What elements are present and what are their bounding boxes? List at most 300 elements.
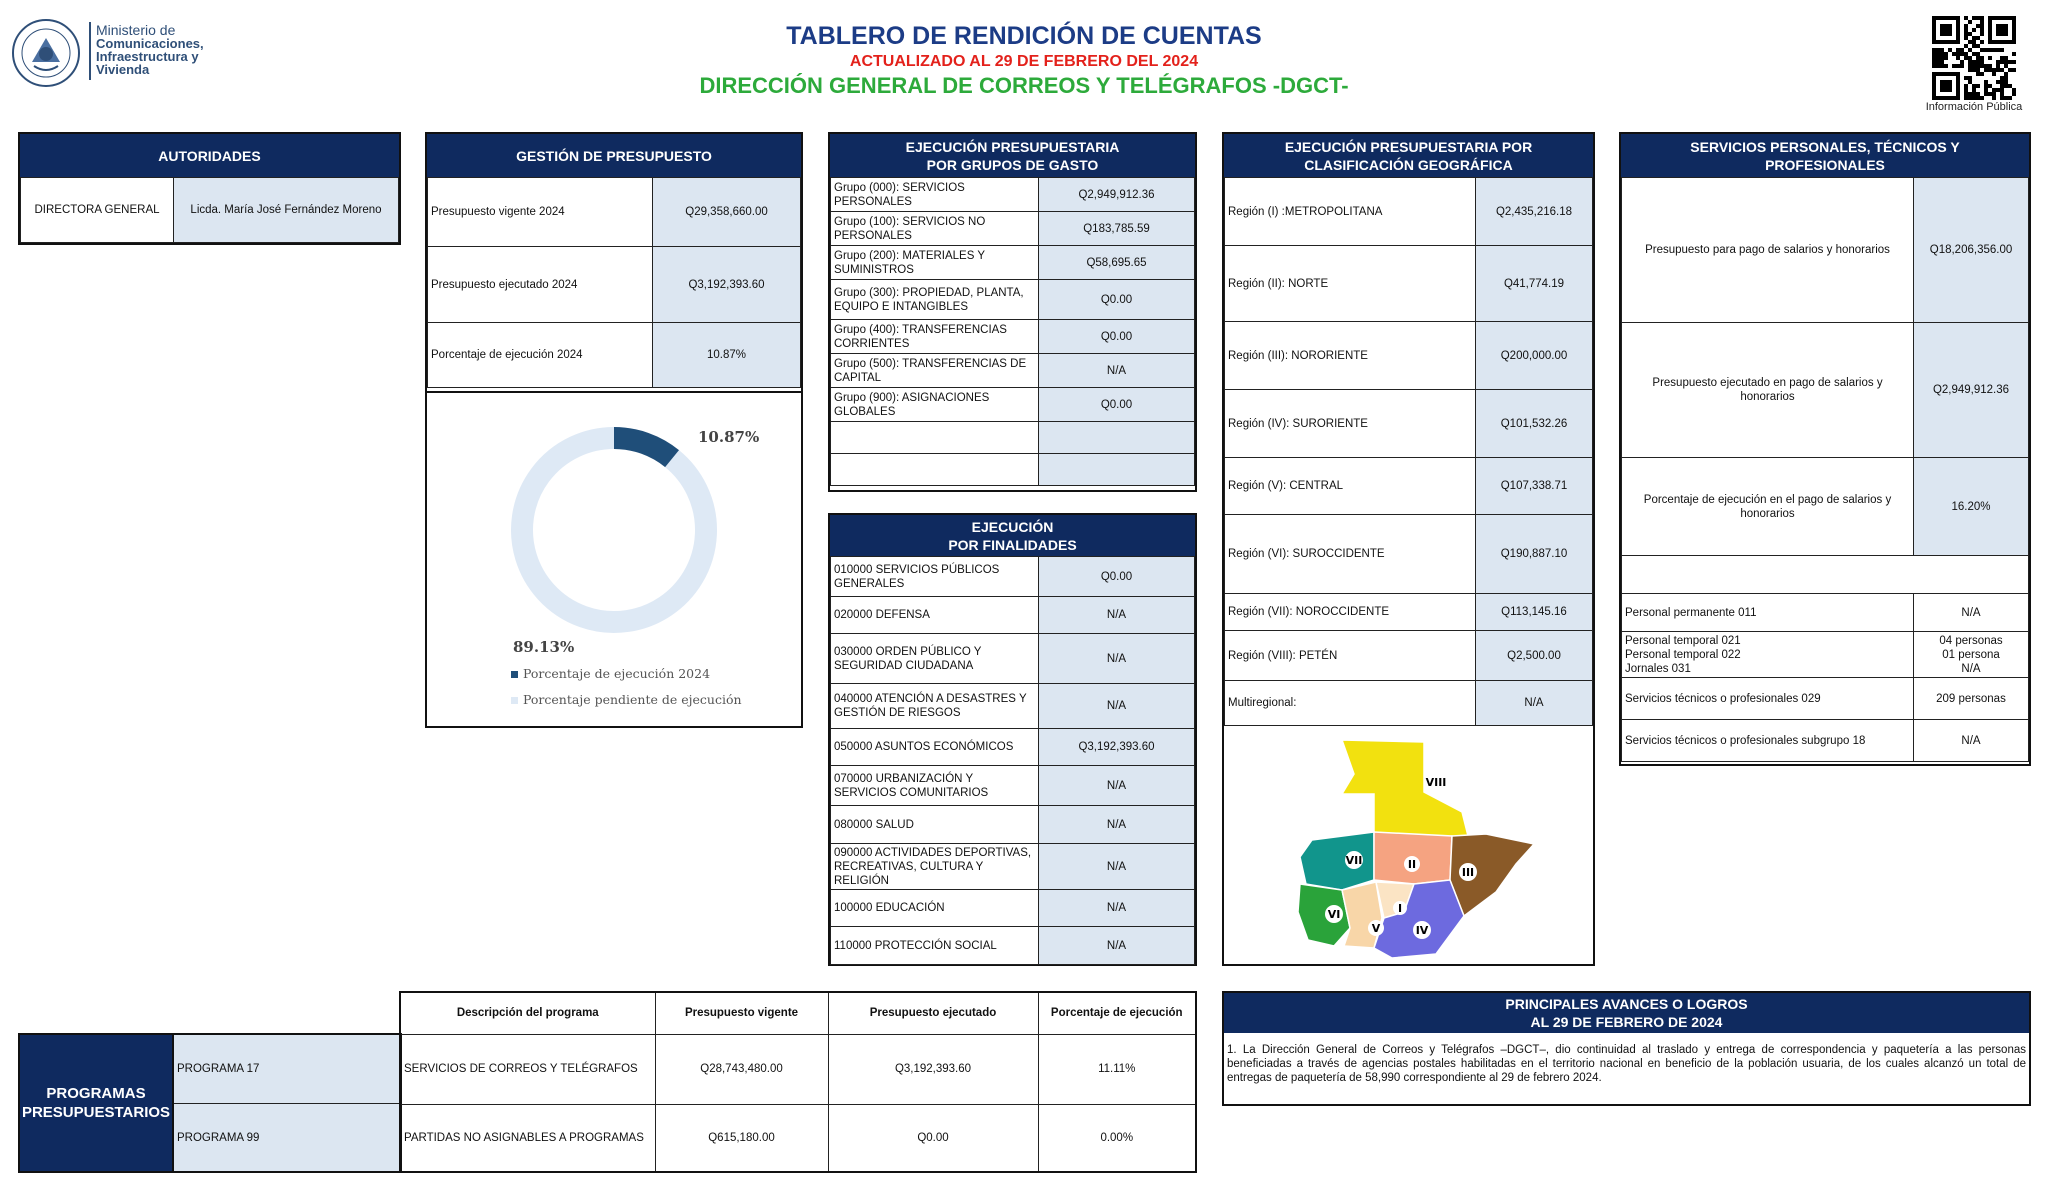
- qr-module: [2000, 96, 2004, 100]
- programas-panel: [18, 991, 1197, 1173]
- qr-module: [1976, 16, 1980, 20]
- qr-module: [1936, 64, 1940, 68]
- qr-module: [1976, 68, 1980, 72]
- qr-module: [1972, 36, 1976, 40]
- qr-finder: [1940, 80, 1952, 92]
- qr-module: [1940, 52, 1944, 56]
- qr-module: [1972, 88, 1976, 92]
- qr-module: [1992, 88, 1996, 92]
- ministry-line-4: Vivienda: [96, 62, 150, 77]
- program-description: PARTIDAS NO ASIGNABLES A PROGRAMAS: [400, 1104, 655, 1172]
- qr-module: [1976, 56, 1980, 60]
- qr-module: [1964, 88, 1968, 92]
- grupo-label: Grupo (000): SERVICIOS PERSONALES: [831, 178, 1039, 212]
- donut-chart-area: [427, 391, 801, 726]
- logros-title-1: PRINCIPALES AVANCES O LOGROS: [1505, 996, 1748, 1012]
- finalidad-value: N/A: [1039, 766, 1195, 806]
- ministry-line-3: Infraestructura y: [96, 49, 199, 64]
- program-ejecutado: Q3,192,393.60: [828, 1034, 1038, 1104]
- qr-module: [2012, 92, 2016, 96]
- qr-module: [2000, 48, 2004, 52]
- finalidad-value: Q3,192,393.60: [1039, 729, 1195, 766]
- qr-module: [2012, 60, 2016, 64]
- qr-module: [1980, 56, 1984, 60]
- qr-module: [1984, 68, 1988, 72]
- qr-module: [1936, 60, 1940, 64]
- grupos-header: [830, 134, 1195, 177]
- qr-module: [1976, 24, 1980, 28]
- qr-module: [1972, 28, 1976, 32]
- servicio-label: Presupuesto ejecutado en pago de salarios y honorarios: [1622, 323, 1914, 458]
- qr-module: [1968, 60, 1972, 64]
- legend-swatch: [511, 671, 518, 678]
- finalidad-label: 090000 ACTIVIDADES DEPORTIVAS, RECREATIVAS, CULTURA Y RELIGIÓN: [831, 844, 1039, 890]
- qr-module: [1952, 52, 1956, 56]
- qr-module: [1984, 48, 1988, 52]
- region-value: Q200,000.00: [1476, 322, 1593, 390]
- finalidad-value: N/A: [1039, 634, 1195, 684]
- qr-module: [1988, 64, 1992, 68]
- map-label: II: [1407, 858, 1417, 871]
- region-value: N/A: [1476, 681, 1593, 726]
- grupo-value: N/A: [1039, 354, 1195, 388]
- qr-module: [1932, 64, 1936, 68]
- region-label: Región (IV): SURORIENTE: [1225, 390, 1476, 458]
- finalidad-label: 070000 URBANIZACIÓN Y SERVICIOS COMUNITARIOS: [831, 766, 1039, 806]
- qr-module: [1932, 48, 1936, 52]
- qr-module: [1956, 64, 1960, 68]
- region-value: Q190,887.10: [1476, 515, 1593, 594]
- region-label: Región (VII): NOROCCIDENTE: [1225, 594, 1476, 631]
- donut-label-pending: 89.13%: [513, 638, 575, 656]
- logros-header: [1224, 993, 2029, 1033]
- finalidad-label: 080000 SALUD: [831, 806, 1039, 844]
- grupo-value: Q0.00: [1039, 388, 1195, 422]
- region-label: Región (VI): SUROCCIDENTE: [1225, 515, 1476, 594]
- logros-title-2: AL 29 DE FEBRERO DE 2024: [1530, 1014, 1723, 1030]
- qr-module: [2004, 84, 2008, 88]
- qr-module: [1936, 56, 1940, 60]
- servicio-value: Q2,949,912.36: [1914, 323, 2029, 458]
- qr-module: [1972, 68, 1976, 72]
- finalidades-panel: [828, 513, 1197, 966]
- qr-module: [1964, 56, 1968, 60]
- qr-module: [1980, 24, 1984, 28]
- region-value: Q2,500.00: [1476, 631, 1593, 681]
- finalidad-label: 020000 DEFENSA: [831, 597, 1039, 634]
- col-header: Descripción del programa: [400, 992, 655, 1034]
- qr-module: [1980, 72, 1984, 76]
- grupo-label: Grupo (500): TRANSFERENCIAS DE CAPITAL: [831, 354, 1039, 388]
- personal-value: 01 persona: [1942, 648, 2000, 661]
- col-header: Porcentaje de ejecución: [1038, 992, 1196, 1034]
- qr-module: [2008, 84, 2012, 88]
- finalidades-header: [830, 515, 1195, 556]
- qr-module: [2008, 60, 2012, 64]
- servicio-value: 16.20%: [1914, 458, 2029, 556]
- qr-module: [1976, 36, 1980, 40]
- programas-table: [399, 991, 1197, 1173]
- qr-module: [1972, 52, 1976, 56]
- qr-module: [1936, 52, 1940, 56]
- finalidad-label: 050000 ASUNTOS ECONÓMICOS: [831, 729, 1039, 766]
- qr-module: [2004, 80, 2008, 84]
- qr-module: [1980, 16, 1984, 20]
- region-value: Q41,774.19: [1476, 246, 1593, 322]
- finalidad-value: N/A: [1039, 927, 1195, 965]
- gestion-value: 10.87%: [653, 323, 801, 388]
- qr-module: [2008, 68, 2012, 72]
- gestion-label: Presupuesto vigente 2024: [428, 178, 653, 247]
- qr-module: [1980, 28, 1984, 32]
- qr-module: [1976, 64, 1980, 68]
- qr-module: [1984, 84, 1988, 88]
- geo-title-2: CLASIFICACIÓN GEOGRÁFICA: [1304, 156, 1513, 173]
- finalidad-value: Q0.00: [1039, 557, 1195, 597]
- gestion-value: Q29,358,660.00: [653, 178, 801, 247]
- qr-module: [1988, 48, 1992, 52]
- finalidad-value: N/A: [1039, 806, 1195, 844]
- personal-label: Personal temporal 021: [1625, 634, 1741, 647]
- qr-module: [1968, 56, 1972, 60]
- region-label: Región (V): CENTRAL: [1225, 458, 1476, 515]
- qr-module: [2012, 88, 2016, 92]
- finalidad-label: 030000 ORDEN PÚBLICO Y SEGURIDAD CIUDADANA: [831, 634, 1039, 684]
- personal-value-group: [1914, 632, 2029, 678]
- qr-module: [1972, 44, 1976, 48]
- map-label: VII: [1345, 854, 1363, 867]
- servicios-title-1: SERVICIOS PERSONALES, TÉCNICOS Y: [1690, 138, 1960, 155]
- region-label: Multiregional:: [1225, 681, 1476, 726]
- region-label: Región (VIII): PETÉN: [1225, 631, 1476, 681]
- qr-module: [1988, 68, 1992, 72]
- qr-module: [1964, 92, 1968, 96]
- qr-module: [1992, 68, 1996, 72]
- qr-module: [1964, 32, 1968, 36]
- geo-header: [1224, 134, 1593, 177]
- empty-cell: [831, 454, 1039, 486]
- region-value: Q101,532.26: [1476, 390, 1593, 458]
- qr-module: [1980, 96, 1984, 100]
- servicios-header: [1621, 134, 2029, 177]
- qr-code-icon[interactable]: [1919, 16, 2029, 100]
- finalidad-value: N/A: [1039, 890, 1195, 927]
- logros-text: 1. La Dirección General de Correos y Telégrafos –DGCT–, dio continuidad al traslado y entrega de correspondencia y paquetería a las personas beneficiadas a través de agencias postales habilitadas en el territorio nacional en beneficio de la población usuaria, de los cuales alcanzó un total de entregas de paquetería de 58,990 correspondiente al 29 de febrero 2024.: [1227, 1044, 2026, 1084]
- ministry-line-1: Ministerio de: [96, 22, 176, 38]
- qr-module: [1968, 80, 1972, 84]
- qr-module: [1996, 60, 2000, 64]
- gestion-header: GESTIÓN DE PRESUPUESTO: [427, 134, 801, 177]
- qr-module: [2012, 68, 2016, 72]
- program-vigente: Q28,743,480.00: [655, 1034, 828, 1104]
- geografica-panel: [1222, 132, 1595, 966]
- map-label: III: [1461, 866, 1475, 879]
- grupo-label: Grupo (400): TRANSFERENCIAS CORRIENTES: [831, 320, 1039, 354]
- empty-cell: [1039, 454, 1195, 486]
- qr-module: [1940, 64, 1944, 68]
- servicio-label: Porcentaje de ejecución en el pago de salarios y honorarios: [1622, 458, 1914, 556]
- personal-label: Servicios técnicos o profesionales subgrupo 18: [1622, 720, 1914, 762]
- update-date: ACTUALIZADO AL 29 DE FEBRERO DEL 2024: [849, 53, 1199, 70]
- gestion-presupuesto-panel: [425, 132, 803, 728]
- autoridades-header: AUTORIDADES: [20, 134, 399, 177]
- qr-module: [1956, 52, 1960, 56]
- gestion-value: Q3,192,393.60: [653, 247, 801, 323]
- grupo-label: Grupo (300): PROPIEDAD, PLANTA, EQUIPO E INTANGIBLES: [831, 280, 1039, 320]
- qr-module: [1972, 96, 1976, 100]
- program-names-column: [174, 1033, 402, 1173]
- finalidad-label: 010000 SERVICIOS PÚBLICOS GENERALES: [831, 557, 1039, 597]
- qr-module: [1940, 60, 1944, 64]
- geo-table: [1224, 177, 1593, 726]
- qr-module: [1964, 28, 1968, 32]
- qr-module: [1996, 48, 2000, 52]
- finalidades-title-2: POR FINALIDADES: [948, 536, 1077, 553]
- finalidad-value: N/A: [1039, 597, 1195, 634]
- grupo-label: Grupo (900): ASIGNACIONES GLOBALES: [831, 388, 1039, 422]
- qr-module: [1980, 48, 1984, 52]
- qr-module: [1968, 64, 1972, 68]
- qr-module: [1988, 92, 1992, 96]
- donut-label-executed: 10.87%: [698, 428, 760, 446]
- personal-value: N/A: [1914, 720, 2029, 762]
- map-region-v: [1342, 882, 1382, 948]
- empty-cell: [1622, 556, 2029, 594]
- qr-module: [1984, 80, 1988, 84]
- qr-module: [1996, 88, 2000, 92]
- qr-module: [1968, 20, 1972, 24]
- programas-title: PROGRAMAS PRESUPUESTARIOS: [18, 1033, 174, 1173]
- qr-module: [1992, 48, 1996, 52]
- qr-module: [1972, 92, 1976, 96]
- qr-module: [1976, 92, 1980, 96]
- qr-module: [2000, 76, 2004, 80]
- personal-value: N/A: [1961, 662, 1981, 675]
- qr-module: [1984, 92, 1988, 96]
- qr-module: [1964, 16, 1968, 20]
- qr-module: [2012, 52, 2016, 56]
- qr-module: [1944, 56, 1948, 60]
- qr-module: [1964, 96, 1968, 100]
- personal-label-group: [1622, 632, 1914, 678]
- qr-module: [1960, 60, 1964, 64]
- grupo-value: Q183,785.59: [1039, 212, 1195, 246]
- personal-value: 04 personas: [1939, 634, 2003, 647]
- logros-panel: [1222, 991, 2031, 1106]
- qr-finder: [1940, 24, 1952, 36]
- personal-label: Personal permanente 011: [1622, 594, 1914, 632]
- authority-role: DIRECTORA GENERAL: [21, 178, 174, 243]
- qr-module: [1936, 48, 1940, 52]
- gestion-label: Porcentaje de ejecución 2024: [428, 323, 653, 388]
- qr-module: [1984, 88, 1988, 92]
- qr-module: [1976, 84, 1980, 88]
- map-label: VI: [1327, 908, 1341, 921]
- qr-module: [1968, 40, 1972, 44]
- qr-module: [2000, 80, 2004, 84]
- region-value: Q2,435,216.18: [1476, 178, 1593, 246]
- map-label: VIII: [1425, 776, 1447, 789]
- grupo-value: Q0.00: [1039, 280, 1195, 320]
- qr-module: [1972, 84, 1976, 88]
- qr-module: [1944, 64, 1948, 68]
- legend-swatch: [511, 697, 518, 704]
- col-header: Presupuesto ejecutado: [828, 992, 1038, 1034]
- qr-module: [2004, 56, 2008, 60]
- finalidad-label: 110000 PROTECCIÓN SOCIAL: [831, 927, 1039, 965]
- qr-module: [1976, 96, 1980, 100]
- guatemala-regions-map: [1224, 732, 1593, 962]
- qr-module: [1940, 48, 1944, 52]
- region-value: Q113,145.16: [1476, 594, 1593, 631]
- qr-module: [1968, 48, 1972, 52]
- qr-module: [2000, 88, 2004, 92]
- program-porcentaje: 0.00%: [1038, 1104, 1196, 1172]
- qr-module: [1992, 92, 1996, 96]
- qr-module: [1996, 64, 2000, 68]
- qr-module: [1988, 56, 1992, 60]
- qr-module: [1996, 68, 2000, 72]
- grupo-value: Q2,949,912.36: [1039, 178, 1195, 212]
- donut-slice-executed: [614, 438, 672, 459]
- grupos-title-2: POR GRUPOS DE GASTO: [926, 156, 1099, 173]
- qr-module: [1972, 64, 1976, 68]
- empty-cell: [1039, 422, 1195, 454]
- grupo-value: Q58,695.65: [1039, 246, 1195, 280]
- finalidad-value: N/A: [1039, 844, 1195, 890]
- qr-module: [1960, 64, 1964, 68]
- qr-module: [1976, 72, 1980, 76]
- finalidad-label: 100000 EDUCACIÓN: [831, 890, 1039, 927]
- legend-label: Porcentaje de ejecución 2024: [523, 666, 711, 681]
- qr-module: [2000, 60, 2004, 64]
- map-label: I: [1397, 902, 1403, 915]
- servicios-table: [1621, 177, 2029, 762]
- grupos-gasto-panel: [828, 132, 1197, 492]
- donut-slice-pending: [522, 438, 706, 622]
- program-porcentaje: 11.11%: [1038, 1034, 1196, 1104]
- autoridades-panel: [18, 132, 401, 245]
- qr-module: [1956, 48, 1960, 52]
- qr-module: [1960, 48, 1964, 52]
- empty-cell: [831, 422, 1039, 454]
- qr-module: [1968, 76, 1972, 80]
- program-description: SERVICIOS DE CORREOS Y TELÉGRAFOS: [400, 1034, 655, 1104]
- qr-module: [1948, 48, 1952, 52]
- qr-module: [1944, 52, 1948, 56]
- grupos-title-1: EJECUCIÓN PRESUPUESTARIA: [905, 138, 1120, 155]
- personal-label: Personal temporal 022: [1625, 648, 1741, 661]
- servicio-label: Presupuesto para pago de salarios y honorarios: [1622, 178, 1914, 323]
- map-label: V: [1371, 922, 1381, 935]
- qr-module: [1996, 80, 2000, 84]
- qr-module: [1964, 84, 1968, 88]
- qr-module: [1976, 44, 1980, 48]
- qr-module: [1968, 68, 1972, 72]
- qr-module: [1932, 56, 1936, 60]
- qr-finder: [1996, 24, 2008, 36]
- qr-module: [1972, 60, 1976, 64]
- map-region-viii: [1342, 740, 1469, 840]
- grupos-table: [830, 177, 1195, 486]
- qr-module: [2004, 64, 2008, 68]
- personal-label: Servicios técnicos o profesionales 029: [1622, 678, 1914, 720]
- qr-module: [1964, 24, 1968, 28]
- personal-value: 209 personas: [1914, 678, 2029, 720]
- qr-module: [1964, 44, 1968, 48]
- qr-module: [1960, 52, 1964, 56]
- authority-name: Licda. María José Fernández Moreno: [174, 178, 399, 243]
- grupo-value: Q0.00: [1039, 320, 1195, 354]
- qr-module: [1976, 52, 1980, 56]
- qr-module: [1952, 64, 1956, 68]
- qr-module: [1976, 60, 1980, 64]
- qr-module: [1980, 32, 1984, 36]
- region-value: Q107,338.71: [1476, 458, 1593, 515]
- page-title: TABLERO DE RENDICIÓN DE CUENTAS: [786, 22, 1262, 50]
- qr-module: [1980, 64, 1984, 68]
- legend-item-pending: [511, 692, 742, 707]
- qr-module: [2008, 96, 2012, 100]
- qr-module: [1964, 76, 1968, 80]
- qr-module: [2000, 92, 2004, 96]
- qr-label: Información Pública: [1925, 101, 2023, 113]
- servicios-title-2: PROFESIONALES: [1765, 156, 1885, 173]
- qr-module: [2000, 84, 2004, 88]
- qr-module: [1980, 40, 1984, 44]
- qr-module: [1964, 52, 1968, 56]
- personal-label: Jornales 031: [1625, 662, 1691, 675]
- qr-module: [2004, 72, 2008, 76]
- qr-module: [2004, 76, 2008, 80]
- qr-module: [1932, 60, 1936, 64]
- grupo-label: Grupo (200): MATERIALES Y SUMINISTROS: [831, 246, 1039, 280]
- qr-module: [1992, 72, 1996, 76]
- gestion-label: Presupuesto ejecutado 2024: [428, 247, 653, 323]
- directorate-title: DIRECCIÓN GENERAL DE CORREOS Y TELÉGRAFOS -DGCT-: [699, 73, 1349, 98]
- servicios-panel: [1619, 132, 2031, 766]
- qr-module: [1964, 36, 1968, 40]
- grupo-label: Grupo (100): SERVICIOS NO PERSONALES: [831, 212, 1039, 246]
- personal-value: N/A: [1914, 594, 2029, 632]
- program-ejecutado: Q0.00: [828, 1104, 1038, 1172]
- qr-module: [1988, 84, 1992, 88]
- finalidades-table: [830, 556, 1195, 965]
- qr-module: [1968, 32, 1972, 36]
- qr-module: [2000, 56, 2004, 60]
- qr-module: [1956, 56, 1960, 60]
- program-vigente: Q615,180.00: [655, 1104, 828, 1172]
- qr-module: [1984, 64, 1988, 68]
- program-name: PROGRAMA 99: [174, 1104, 400, 1171]
- legend-label: Porcentaje pendiente de ejecución: [523, 692, 742, 707]
- ministry-line-2: Comunicaciones,: [96, 36, 204, 51]
- finalidades-title-1: EJECUCIÓN: [971, 518, 1054, 535]
- qr-module: [2000, 68, 2004, 72]
- qr-module: [2004, 60, 2008, 64]
- legend-item-executed: [511, 666, 710, 681]
- region-label: Región (II): NORTE: [1225, 246, 1476, 322]
- region-label: Región (III): NORORIENTE: [1225, 322, 1476, 390]
- qr-module: [1980, 20, 1984, 24]
- geo-title-1: EJECUCIÓN PRESUPUESTARIA POR: [1284, 138, 1533, 155]
- qr-module: [1932, 52, 1936, 56]
- region-label: Región (I) :METROPOLITANA: [1225, 178, 1476, 246]
- qr-module: [1972, 40, 1976, 44]
- map-label: IV: [1415, 924, 1429, 937]
- qr-module: [1972, 16, 1976, 20]
- servicio-value: Q18,206,356.00: [1914, 178, 2029, 323]
